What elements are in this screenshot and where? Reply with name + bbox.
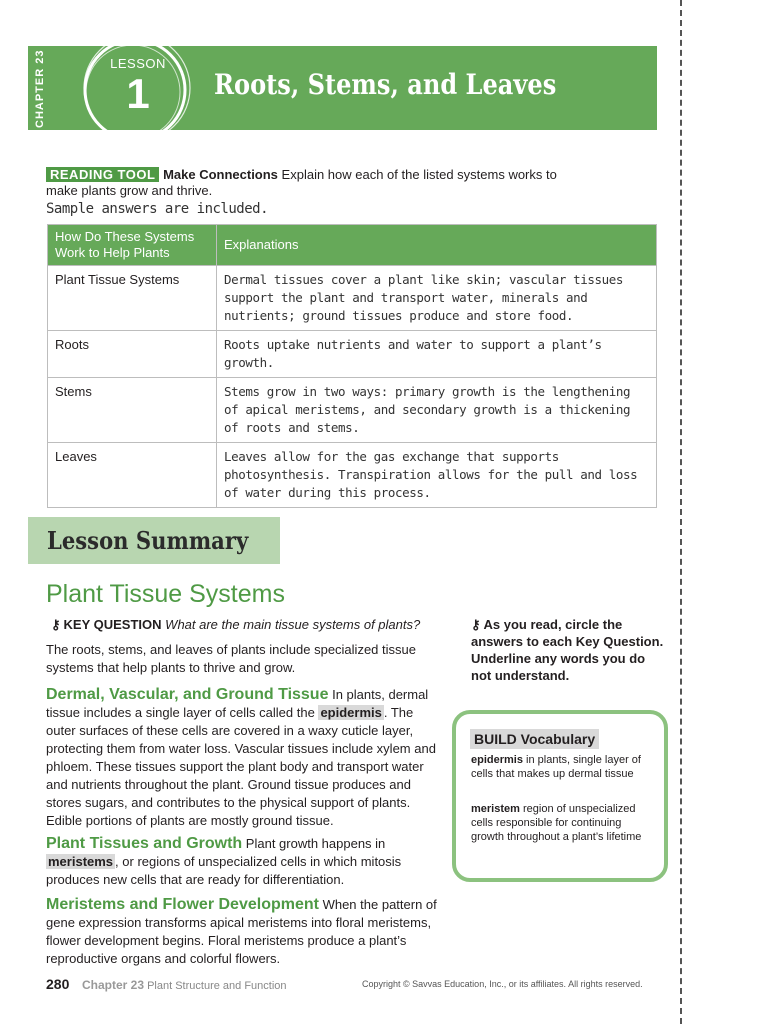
table-row: [48, 378, 657, 443]
key-question-label: KEY QUESTION: [63, 617, 162, 632]
table-row: [48, 266, 657, 331]
reading-tool-badge: READING TOOL: [46, 167, 159, 182]
vocab-definition: region of unspecialized cells responsible for continuing growth throughout a plant’s lifetime: [471, 803, 642, 843]
vocab-entry: [471, 802, 656, 844]
section-heading: Plant Tissue Systems: [46, 580, 285, 608]
paragraph-text: Plant growth happens in: [242, 836, 386, 851]
systems-table: [47, 224, 657, 508]
table-row: [48, 443, 657, 508]
table-header-explanations: Explanations: [217, 225, 657, 266]
table-cell-explanation: Leaves allow for the gas exchange that supports photosynthesis. Transpiration allows for the pull and loss of water during this process.: [217, 443, 657, 508]
subheading-growth: Plant Tissues and Growth: [46, 835, 243, 852]
lesson-word: LESSON: [110, 56, 166, 71]
table-cell-system: Stems: [48, 378, 217, 443]
table-cell-system: Leaves: [48, 443, 217, 508]
vocab-term-epidermis: epidermis: [320, 705, 382, 720]
sample-note: Sample answers are included.: [46, 201, 269, 217]
subheading-dermal: Dermal, Vascular, and Ground Tissue: [46, 686, 329, 703]
table-cell-explanation: Roots uptake nutrients and water to support a plant’s growth.: [217, 331, 657, 378]
paragraph-text: . The outer surfaces of these cells are covered in a waxy cuticle layer, protecting them from water loss. Vascular tissues include xylem and phloem. These tissues support the plant body and transport water and nutrients throughout the plant. Ground tissue produces and stores sugars, and contributes to the physical support of plants. Edible portions of plants are mostly ground tissue.: [46, 705, 436, 828]
vocab-term: meristem: [471, 803, 520, 815]
paragraph-text: In plants, dermal tissue includes a single layer of cells called the: [46, 687, 429, 720]
paragraph-growth: [46, 835, 438, 889]
cut-line: [680, 0, 682, 1024]
side-note-text: As you read, circle the answers to each Key Question. Underline any words you do not understand.: [471, 617, 664, 683]
footer-chapter-title: Plant Structure and Function: [147, 980, 287, 992]
reading-tool: [46, 167, 566, 199]
vocab-term: epidermis: [471, 754, 523, 766]
key-icon: ⚷: [51, 617, 61, 632]
key-icon: ⚷: [471, 617, 481, 632]
footer-chapter-label: Chapter 23: [82, 978, 145, 992]
reading-tool-label: Make Connections: [163, 167, 278, 182]
paragraph-text: , or regions of unspecialized cells in which mitosis produces new cells that are ready for differentiation.: [46, 854, 402, 887]
lesson-number: 1: [126, 70, 150, 117]
vocabulary-title: BUILD Vocabulary: [470, 729, 599, 749]
table-header-systems: How Do These Systems Work to Help Plants: [48, 225, 217, 266]
vocab-entry: [471, 753, 656, 781]
paragraph-text: When the pattern of gene expression transforms apical meristems into floral meristems, flower development begins. Floral meristems produce a plant’s reproductive organs and colorful flowers.: [46, 897, 437, 966]
chapter-label: CHAPTER 23: [34, 49, 46, 128]
key-question-text: What are the main tissue systems of plants?: [165, 617, 421, 632]
table-cell-explanation: Stems grow in two ways: primary growth is the lengthening of apical meristems, and secondary growth is a thickening of roots and stems.: [217, 378, 657, 443]
reading-side-note: [471, 616, 667, 684]
vocab-term-meristems: meristems: [48, 854, 114, 869]
lesson-summary-heading: Lesson Summary: [47, 526, 249, 555]
footer-chapter: [82, 978, 287, 992]
page-title: Roots, Stems, and Leaves: [214, 68, 557, 101]
copyright: Copyright © Savvas Education, Inc., or its affiliates. All rights reserved.: [362, 979, 643, 989]
intro-paragraph: The roots, stems, and leaves of plants include specialized tissue systems that help plants to thrive and grow.: [46, 642, 416, 675]
reading-tool-instruction: Explain how each of the listed systems works to make plants grow and thrive.: [46, 167, 557, 198]
table-cell-system: Plant Tissue Systems: [48, 266, 217, 331]
paragraph-flower: [46, 896, 438, 968]
key-question: [51, 617, 420, 633]
table-cell-system: Roots: [48, 331, 217, 378]
paragraph-dermal: [46, 686, 438, 830]
page-number: 280: [46, 976, 70, 992]
vocab-definition: in plants, single layer of cells that makes up dermal tissue: [471, 754, 641, 780]
table-cell-explanation: Dermal tissues cover a plant like skin; vascular tissues support the plant and transport water, minerals and nutrients; ground tissues produce and store food.: [217, 266, 657, 331]
subheading-flower: Meristems and Flower Development: [46, 896, 319, 913]
table-row: [48, 331, 657, 378]
